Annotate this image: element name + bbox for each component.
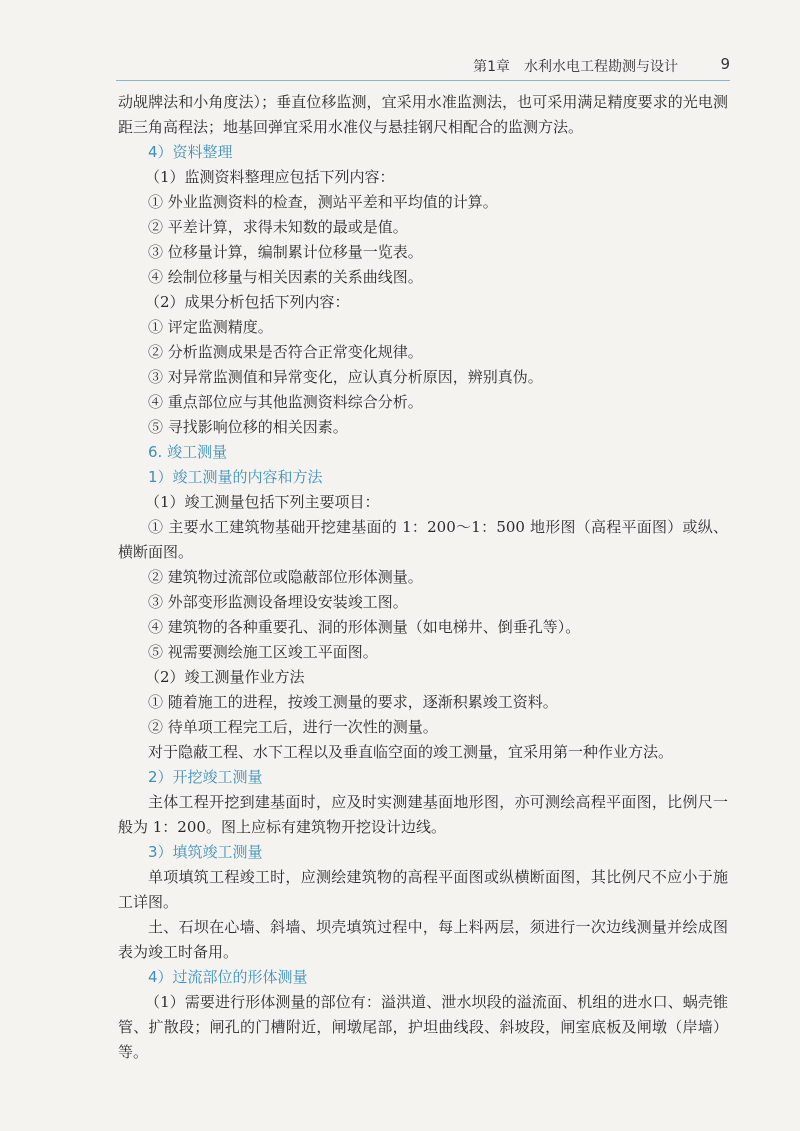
- body-paragraph: 单项填筑工程竣工时，应测绘建筑物的高程平面图或纵横断面图，其比例尺不应小于施工详图。: [118, 868, 728, 911]
- list-item: ③ 外部变形监测设备埋设安装竣工图。: [148, 593, 408, 611]
- list-item: ③ 位移量计算，编制累计位移量一览表。: [148, 243, 423, 261]
- list-item: ① 主要水工建筑物基础开挖建基面的 1：200～1：500 地形图（高程平面图）或纵、横断面图。: [118, 518, 728, 561]
- list-item: ② 分析监测成果是否符合正常变化规律。: [148, 343, 423, 361]
- list-item: ⑤ 视需要测绘施工区竣工平面图。: [148, 643, 378, 661]
- list-item: ④ 建筑物的各种重要孔、洞的形体测量（如电梯井、倒垂孔等）。: [148, 618, 581, 636]
- list-item: ① 外业监测资料的检查，测站平差和平均值的计算。: [148, 193, 498, 211]
- section-heading: 6. 竣工测量: [148, 443, 228, 461]
- list-item: ④ 绘制位移量与相关因素的关系曲线图。: [148, 268, 423, 286]
- body-paragraph: 主体工程开挖到建基面时，应及时实测建基面地形图，亦可测绘高程平面图，比例尺一般为 1：200。图上应标有建筑物开挖设计边线。: [118, 793, 728, 836]
- subsection-heading: 4）资料整理: [148, 143, 233, 161]
- body-paragraph: 对于隐蔽工程、水下工程以及垂直临空面的竣工测量，宜采用第一种作业方法。: [148, 743, 674, 761]
- list-item: ① 随着施工的进程，按竣工测量的要求，逐渐积累竣工资料。: [148, 693, 558, 711]
- list-heading: （2）成果分析包括下列内容：: [145, 293, 350, 311]
- list-heading: （1）监测资料整理应包括下列内容：: [145, 168, 395, 186]
- list-item: ② 待单项工程完工后，进行一次性的测量。: [148, 718, 438, 736]
- list-item: ① 评定监测精度。: [148, 318, 273, 336]
- list-heading: （1）竣工测量包括下列主要项目：: [145, 493, 380, 511]
- subsection-heading: 3）填筑竣工测量: [148, 843, 263, 861]
- subsection-heading: 1）竣工测量的内容和方法: [148, 468, 323, 486]
- list-item: ④ 重点部位应与其他监测资料综合分析。: [148, 393, 423, 411]
- page-body: [118, 90, 728, 1065]
- subsection-heading: 2）开挖竣工测量: [148, 768, 263, 786]
- list-item: ② 建筑物过流部位或隐蔽部位形体测量。: [148, 568, 423, 586]
- page-header: [116, 50, 730, 81]
- list-item: ② 平差计算，求得未知数的最或是值。: [148, 218, 408, 236]
- subsection-heading: 4）过流部位的形体测量: [148, 968, 308, 986]
- body-paragraph: 土、石坝在心墙、斜墙、坝壳填筑过程中，每上料两层，须进行一次边线测量并绘成图表为竣工时备用。: [118, 918, 728, 961]
- body-paragraph: 动觇牌法和小角度法）；垂直位移监测，宜采用水准监测法，也可采用满足精度要求的光电测距三角高程法；地基回弹宜采用水准仪与悬挂钢尺相配合的监测方法。: [118, 93, 728, 136]
- list-item: ③ 对异常监测值和异常变化，应认真分析原因，辨别真伪。: [148, 368, 543, 386]
- chapter-title: 第1章 水利水电工程勘测与设计: [473, 59, 678, 75]
- body-paragraph: （1）需要进行形体测量的部位有：溢洪道、泄水坝段的溢流面、机组的进水口、蜗壳锥管、扩散段；闸孔的门槽附近，闸墩尾部，护坦曲线段、斜坡段，闸室底板及闸墩（岸墙）等。: [118, 993, 728, 1061]
- page-number: 9: [720, 55, 730, 73]
- list-heading: （2）竣工测量作业方法: [145, 668, 305, 686]
- list-item: ⑤ 寻找影响位移的相关因素。: [148, 418, 348, 436]
